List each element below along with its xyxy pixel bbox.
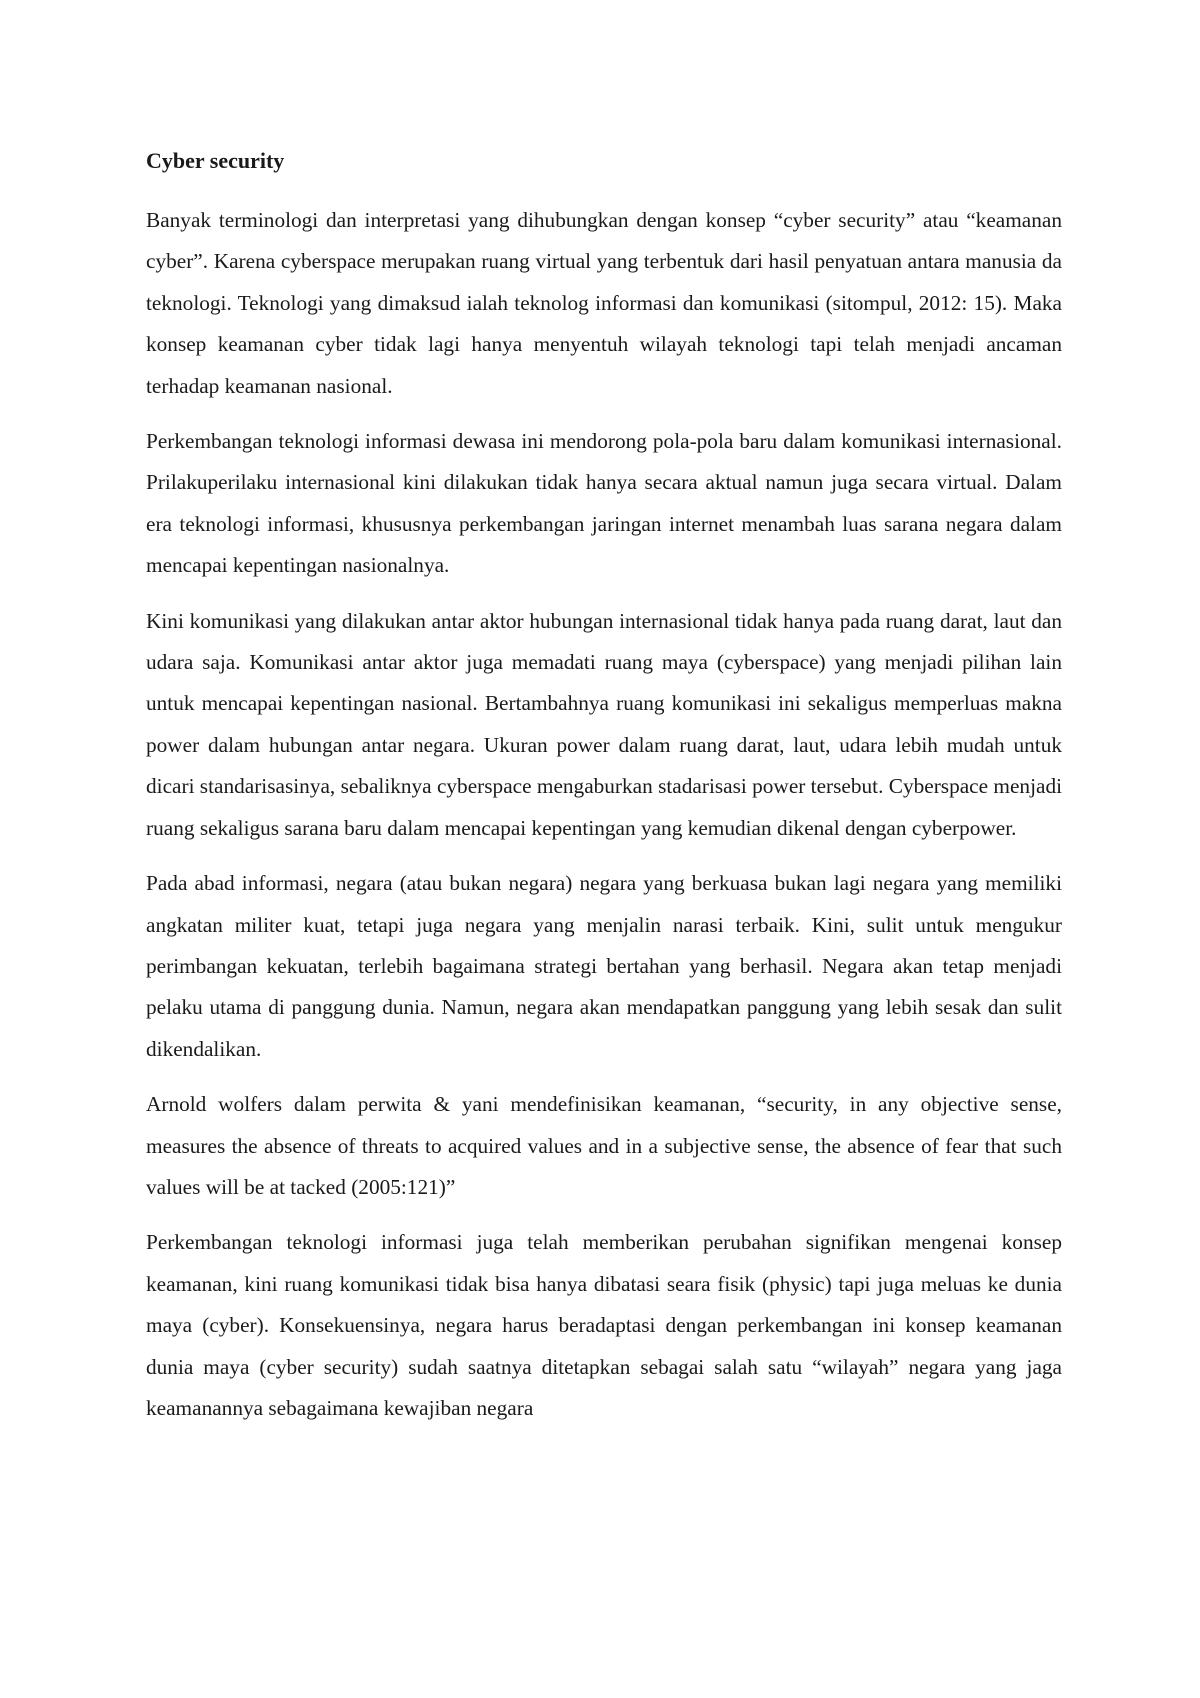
document-title: Cyber security: [146, 148, 285, 173]
paragraph-3: Kini komunikasi yang dilakukan antar aktor hubungan internasional tidak hanya pada ruang darat, laut dan udara saja. Komunikasi antar aktor juga memadati ruang maya (cyberspace) yang menjadi pilihan lain untuk mencapai kepentingan nasional. Bertambahnya ruang komunikasi ini sekaligus memperluas makna power dalam hubungan antar negara. Ukuran power dalam ruang darat, laut, udara lebih mudah untuk dicari standarisasinya, sebaliknya cyberspace mengaburkan stadarisasi power tersebut. Cyberspace menjadi ruang sekaligus sarana baru dalam mencapai kepentingan yang kemudian dikenal dengan cyberpower.: [146, 608, 1063, 840]
paragraph-5: Arnold wolfers dalam perwita & yani mendefinisikan keamanan, “security, in any objective sense, measures the absence of threats to acquired values and in a subjective sense, the absence of fear that such values will be at tacked (2005:121)”: [146, 1092, 1062, 1199]
document-body: [146, 142, 1062, 1429]
paragraph-1: Banyak terminologi dan interpretasi yang dihubungkan dengan konsep “cyber security” atau “keamanan cyber”. Karena cyberspace merupakan ruang virtual yang terbentuk dari hasil penyatuan antara manusia da teknologi. Teknologi yang dimaksud ialah teknolog informasi dan komunikasi (sitompul, 2012: 15). Maka konsep keamanan cyber tidak lagi hanya menyentuh wilayah teknologi tapi telah menjadi ancaman terhadap keamanan nasional.: [146, 208, 1062, 398]
paragraph-2: Perkembangan teknologi informasi dewasa ini mendorong pola-pola baru dalam komunikasi internasional. Prilakuperilaku internasional kini dilakukan tidak hanya secara aktual namun juga secara virtual. Dalam era teknologi informasi, khususnya perkembangan jaringan internet menambah luas sarana negara dalam mencapai kepentingan nasionalnya.: [146, 429, 1062, 578]
paragraph-4: Pada abad informasi, negara (atau bukan negara) negara yang berkuasa bukan lagi negara yang memiliki angkatan militer kuat, tetapi juga negara yang menjalin narasi terbaik. Kini, sulit untuk mengukur perimbangan kekuatan, terlebih bagaimana strategi bertahan yang berhasil. Negara akan tetap menjadi pelaku utama di panggung dunia. Namun, negara akan mendapatkan panggung yang lebih sesak dan sulit dikendalikan.: [146, 871, 1062, 1061]
paragraph-6: Perkembangan teknologi informasi juga telah memberikan perubahan signifikan mengenai konsep keamanan, kini ruang komunikasi tidak bisa hanya dibatasi seara fisik (physic) tapi juga meluas ke dunia maya (cyber). Konsekuensinya, negara harus beradaptasi dengan perkembangan ini konsep keamanan dunia maya (cyber security) sudah saatnya ditetapkan sebagai salah satu “wilayah” negara yang jaga keamanannya sebagaimana kewajiban negara: [146, 1230, 1062, 1420]
